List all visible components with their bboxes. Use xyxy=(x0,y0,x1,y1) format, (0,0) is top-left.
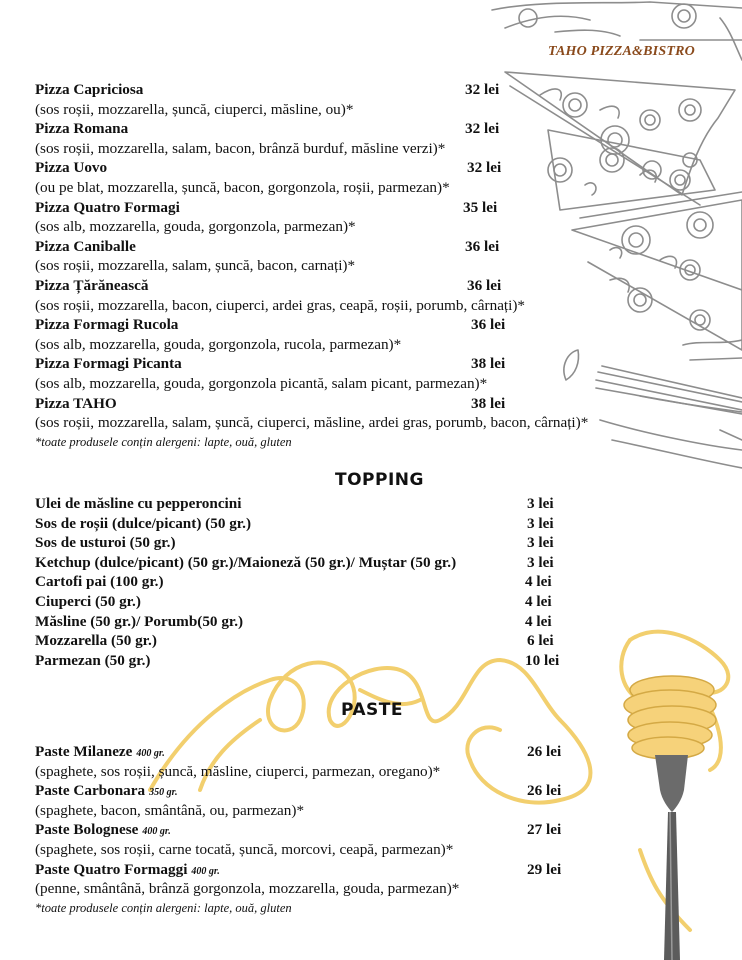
item-price: 36 lei xyxy=(471,316,506,334)
menu-item-row xyxy=(35,553,554,573)
item-price: 26 lei xyxy=(527,782,562,800)
fork-illustration xyxy=(655,755,688,960)
item-name: Pizza Formagi Rucola xyxy=(35,316,179,334)
item-description: (ou pe blat, mozzarella, șuncă, bacon, gorgonzola, roșii, parmezan)* xyxy=(35,178,450,196)
item-price: 29 lei xyxy=(527,860,562,878)
item-name: Paste Bolognese xyxy=(35,821,139,839)
topping-section xyxy=(35,494,560,670)
menu-item-row xyxy=(35,494,554,514)
item-name: Măsline (50 gr.)/ Porumb(50 gr.) xyxy=(35,612,244,630)
item-name: Mozzarella (50 gr.) xyxy=(35,632,157,650)
item-description: (sos roșii, mozzarella, salam, bacon, brânză burduf, măsline verzi)* xyxy=(35,139,446,157)
menu-item-row xyxy=(35,80,588,100)
item-name: Cartofi pai (100 gr.) xyxy=(35,573,164,591)
menu-item-row xyxy=(35,514,554,534)
item-weight: 400 gr. xyxy=(191,865,220,877)
item-price: 35 lei xyxy=(463,198,498,216)
item-name: Parmezan (50 gr.) xyxy=(35,651,151,669)
menu-item-row xyxy=(35,119,588,139)
item-name: Ketchup (dulce/picant) (50 gr.)/Maioneză (50 gr.)/ Muștar (50 gr.) xyxy=(35,553,457,571)
menu-item-row xyxy=(35,572,552,592)
item-description: (spaghete, bacon, smântână, ou, parmezan)* xyxy=(35,801,305,819)
menu-item-row xyxy=(35,631,554,651)
item-name: Paste Carbonara xyxy=(35,782,146,800)
item-name: Pizza Caniballe xyxy=(35,237,136,255)
item-description: (spaghete, sos roșii, carne tocată, șuncă, morcovi, ceapă, parmezan)* xyxy=(35,840,454,858)
item-price: 38 lei xyxy=(471,355,506,373)
item-price: 32 lei xyxy=(465,81,500,98)
paste-section xyxy=(35,742,562,917)
item-price: 3 lei xyxy=(527,534,554,552)
item-name: Sos de usturoi (50 gr.) xyxy=(35,534,176,552)
item-weight: 400 gr. xyxy=(136,748,165,759)
item-price: 3 lei xyxy=(527,495,554,512)
item-description: (sos roșii, mozzarella, salam, șuncă, bacon, carnați)* xyxy=(35,257,356,275)
item-price: 4 lei xyxy=(525,592,552,610)
item-name: Ulei de măsline cu pepperoncini xyxy=(35,495,242,512)
item-description: (sos alb, mozzarella, gouda, gorgonzola picantă, salam picant, parmezan)* xyxy=(35,374,488,392)
item-description: (penne, smântână, brânză gorgonzola, mozzarella, gouda, parmezan)* xyxy=(35,880,460,898)
item-name: Pizza Formagi Picanta xyxy=(35,355,182,373)
item-price: 3 lei xyxy=(527,514,554,532)
item-name: Ciuperci (50 gr.) xyxy=(35,592,141,610)
item-price: 4 lei xyxy=(525,612,552,630)
pasta-on-fork-illustration xyxy=(624,676,716,759)
menu-item-row xyxy=(35,394,588,414)
menu-item-row xyxy=(35,533,554,553)
menu-item-row xyxy=(35,158,588,178)
item-description: (sos alb, mozzarella, gouda, gorgonzola, rucola, parmezan)* xyxy=(35,335,402,353)
item-price: 27 lei xyxy=(527,821,562,839)
item-price: 36 lei xyxy=(467,276,502,294)
item-description: (sos roșii, mozzarella, bacon, ciuperci, ardei gras, ceapă, roșii, porumb, cârnați)* xyxy=(35,296,526,314)
paste-list xyxy=(35,742,562,899)
item-description: (spaghete, sos roșii, șuncă, măsline, ciuperci, parmezan, oregano)* xyxy=(35,762,441,780)
menu-item-row xyxy=(35,781,562,801)
item-price: 36 lei xyxy=(465,237,500,255)
item-weight: 350 gr. xyxy=(149,787,178,799)
item-price: 6 lei xyxy=(527,632,554,650)
item-description: (sos roșii, mozzarella, salam, șuncă, ciuperci, măsline, ardei gras, porumb, bacon, cârnați)* xyxy=(35,414,589,432)
menu-item-row xyxy=(35,354,588,374)
menu-item-row xyxy=(35,592,552,612)
item-description: (sos alb, mozzarella, gouda, gorgonzola, parmezan)* xyxy=(35,218,356,236)
topping-heading: TOPPING xyxy=(335,470,424,490)
item-price: 32 lei xyxy=(465,120,500,138)
item-price: 26 lei xyxy=(527,743,562,760)
item-name: Pizza Quatro Formagi xyxy=(35,198,180,216)
item-name: Sos de roșii (dulce/picant) (50 gr.) xyxy=(35,514,252,532)
item-name: Pizza TAHO xyxy=(35,394,117,412)
menu-item-row xyxy=(35,315,588,335)
item-price: 38 lei xyxy=(471,394,506,412)
allergen-note: *toate produsele conțin alergeni: lapte, ouă, gluten xyxy=(35,900,292,915)
menu-item-row xyxy=(35,237,588,257)
item-price: 4 lei xyxy=(525,573,552,591)
item-name: Pizza Țărănească xyxy=(35,276,149,294)
item-name: Pizza Capriciosa xyxy=(35,81,144,98)
item-price: 3 lei xyxy=(527,553,554,571)
item-name: Paste Quatro Formaggi xyxy=(35,860,188,878)
pizza-section xyxy=(35,80,588,451)
item-name: Pizza Uovo xyxy=(35,159,108,177)
menu-item-row xyxy=(35,820,562,840)
menu-item-row xyxy=(35,198,588,218)
item-weight: 400 gr. xyxy=(142,826,171,838)
menu-item-row xyxy=(35,651,560,671)
pizza-list xyxy=(35,80,588,433)
menu-item-row xyxy=(35,612,552,632)
paste-heading: PASTE xyxy=(341,700,404,720)
item-price: 32 lei xyxy=(467,159,502,177)
restaurant-brand: TAHO PIZZA&BISTRO xyxy=(548,44,695,59)
menu-item-row xyxy=(35,860,562,880)
item-name: Paste Milaneze xyxy=(35,743,133,760)
item-description: (sos roșii, mozzarella, șuncă, ciuperci, măsline, ou)* xyxy=(35,100,354,118)
topping-list xyxy=(35,494,560,670)
menu-item-row xyxy=(35,742,562,762)
menu-item-row xyxy=(35,276,588,296)
item-price: 10 lei xyxy=(525,651,560,669)
item-name: Pizza Romana xyxy=(35,120,129,138)
allergen-note: *toate produsele conțin alergeni: lapte, ouă, gluten xyxy=(35,434,292,449)
